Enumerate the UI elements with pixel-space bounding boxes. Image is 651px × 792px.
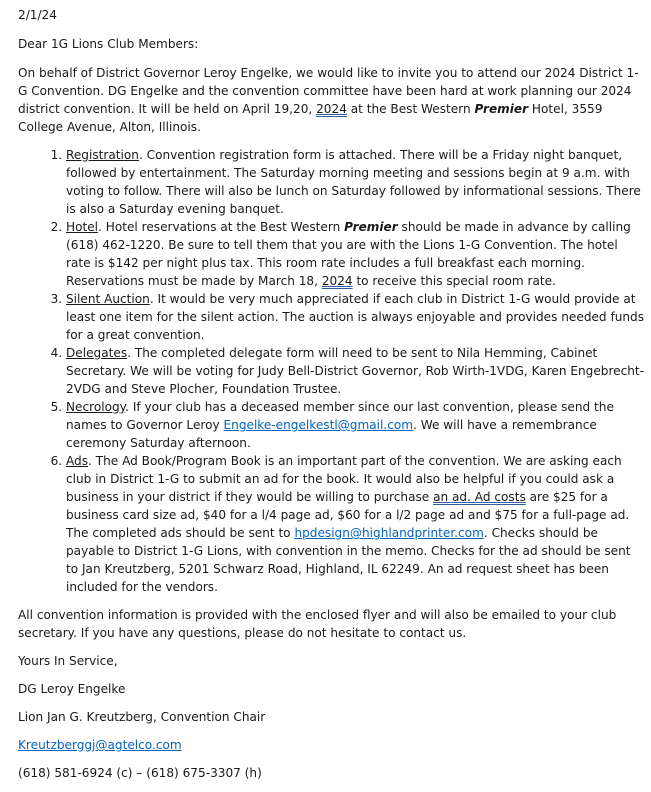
intro-text-b: at the Best Western bbox=[346, 102, 475, 116]
letter bbox=[18, 6, 646, 792]
ads-text-c: . Checks should be payable to District 1-G Lions, with convention in the memo. Checks for the ad should be sent to Jan Kreutzberg, 5201 Schwarz Road, Highland, IL 62249. An ad request sheet has been included for the vendors. bbox=[66, 526, 631, 594]
hotel-title: Hotel bbox=[66, 220, 99, 234]
necrology-text-b: . We will have a remembrance ceremony Saturday afternoon. bbox=[66, 418, 597, 450]
list-item-registration bbox=[66, 146, 646, 218]
list-item-silent-auction bbox=[66, 290, 646, 344]
ads-text-b: are $25 for a business card size ad, $40 for a l/4 page ad, $60 for a l/2 page ad and $75 for a full-page ad. The completed ads should be sent to bbox=[66, 490, 630, 540]
phone-numbers: (618) 581-6924 (c) – (618) 675-3307 (h) bbox=[18, 766, 262, 780]
silent-auction-text: . It would be very much appreciated if each club in District 1-G would provide at least one item for the silent action. The auction is always enjoyable and provides needed funds for a great convention. bbox=[66, 292, 645, 342]
ads-marked-phrase: an ad. Ad costs bbox=[433, 490, 526, 504]
hotel-year: 2024 bbox=[321, 274, 353, 288]
signer-governor: DG Leroy Engelke bbox=[18, 682, 126, 696]
contact-email-link[interactable]: Kreutzberggj@agtelco.com bbox=[18, 738, 182, 752]
hotel-text-b: should be made in advance by calling (618) 462-1220. Be sure to tell them that you are with the Lions 1-G Convention. The hotel rate is $142 per night plus tax. This room rate includes a full breakfast each morning. Reservations must be made by March 18, bbox=[66, 220, 631, 288]
delegates-text: . The completed delegate form will need to be sent to Nila Hemming, Cabinet Secretary. We will be voting for Judy Bell-District Governor, Rob Wirth-1VDG, Karen Engebrecht-2VDG and Steve Plocher, Foundation Trustee. bbox=[66, 346, 645, 396]
intro-year: 2024 bbox=[316, 102, 347, 116]
list-item-ads bbox=[66, 452, 646, 596]
silent-auction-title: Silent Auction bbox=[66, 292, 150, 306]
greeting: Dear 1G Lions Club Members: bbox=[18, 37, 199, 51]
list-item-necrology bbox=[66, 398, 646, 452]
registration-title: Registration bbox=[66, 148, 139, 162]
signer-chair: Lion Jan G. Kreutzberg, Convention Chair bbox=[18, 710, 266, 724]
signoff: Yours In Service, bbox=[18, 654, 118, 668]
list-item-hotel bbox=[66, 218, 646, 290]
registration-text: . Convention registration form is attached. There will be a Friday night banquet, followed by entertainment. The Saturday morning meeting and sessions begin at 9 a.m. with voting to follow. There will also be lunch on Saturday followed by informational sessions. There is also a Saturday evening banquet. bbox=[66, 148, 641, 216]
hotel-text-a: . Hotel reservations at the Best Western bbox=[98, 220, 345, 234]
necrology-title: Necrology bbox=[66, 400, 126, 414]
necrology-email-link[interactable]: Engelke-engelkestl@gmail.com bbox=[223, 418, 414, 432]
ads-text-a: . The Ad Book/Program Book is an important part of the convention. We are asking each club in District 1-G to submit an ad for the book. It would also be helpful if you could ask a business in your district if they would be willing to purchase bbox=[66, 454, 622, 504]
delegates-title: Delegates bbox=[66, 346, 128, 360]
intro-text-a: On behalf of District Governor Leroy Engelke, we would like to invite you to attend our 2024 District 1-G Convention. DG Engelke and the convention committee have been hard at work planning our 2024 district convention. It will be held on April 19,20, bbox=[18, 66, 639, 116]
intro-paragraph bbox=[18, 64, 646, 136]
closing-paragraph: All convention information is provided with the enclosed flyer and will also be emailed to your club secretary. If you have any questions, please do not hesitate to contact us. bbox=[18, 608, 617, 640]
intro-text-c: Hotel, 3559 College Avenue, Alton, Illinois. bbox=[18, 102, 603, 134]
hotel-text-c: to receive this special room rate. bbox=[352, 274, 556, 288]
list-item-delegates bbox=[66, 344, 646, 398]
ads-title: Ads bbox=[66, 454, 89, 468]
letter-date: 2/1/24 bbox=[18, 8, 57, 22]
hotel-premier: Premier bbox=[344, 220, 398, 234]
necrology-text-a: . If your club has a deceased member since our last convention, please send the names to Governor Leroy bbox=[66, 400, 614, 432]
ads-email-link[interactable]: hpdesign@highlandprinter.com bbox=[294, 526, 484, 540]
convention-items-list bbox=[18, 146, 646, 596]
intro-premier: Premier bbox=[474, 102, 529, 116]
